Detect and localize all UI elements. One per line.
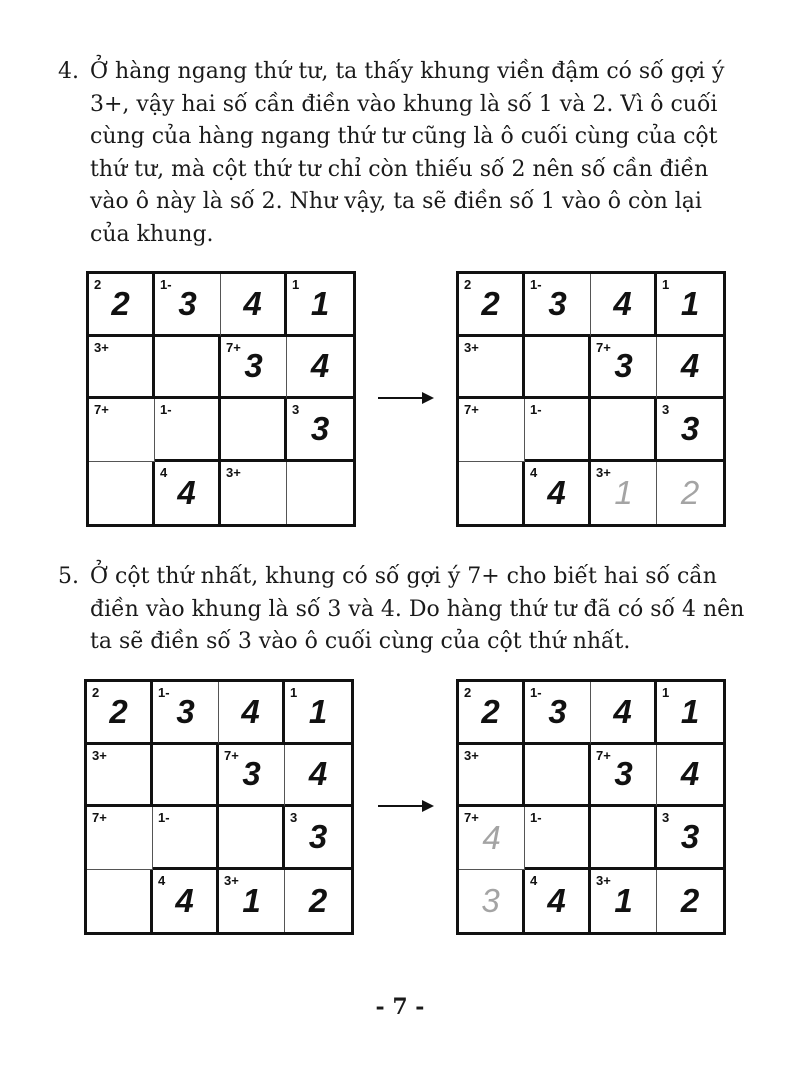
puzzle-cell [287,462,353,525]
cell-value: 4 [613,284,632,322]
puzzle-cell [219,745,285,808]
puzzle-cell [591,274,657,337]
cell-value: 4 [680,755,700,793]
cage-hint: 7+ [596,339,611,355]
puzzle-cell [525,682,591,745]
puzzle-cell [219,682,285,745]
step-5-line: Ở cột thứ nhất, khung có số gợi ý 7+ cho biết hai số cần [90,564,717,589]
puzzle-cell [525,870,591,933]
puzzle-cell [287,337,353,400]
cell-value: 4 [547,473,566,511]
step-4-line: Ở hàng ngang thứ tư, ta thấy khung viền đậm có số gợi ý [90,59,725,84]
cage-hint: 7+ [226,339,241,355]
cage-hint: 1 [292,277,300,292]
cell-value-new: 3 [481,881,500,919]
cage-hint: 3+ [464,747,479,763]
puzzle-cell [591,745,657,808]
step-4-number: 4. [58,59,79,84]
cell-value-new: 4 [482,818,501,856]
puzzle-cell [591,807,657,870]
puzzle-cell [89,337,155,400]
cage-hint: 1 [662,277,670,292]
cage-hint: 4 [530,872,538,888]
cell-value: 1 [242,881,261,919]
cage-hint: 3+ [92,747,107,763]
puzzle-cell [657,807,723,870]
cell-value: 3 [244,347,263,385]
cell-value: 3 [310,409,330,447]
step-4-line: của khung. [90,221,214,247]
puzzle-cell [525,274,591,337]
puzzle-cell [459,682,525,745]
puzzle-cell [459,337,525,400]
cage-hint: 4 [158,872,166,888]
cage-hint: 3+ [464,339,479,355]
cage-hint: 1- [158,685,170,700]
puzzle-cell [525,745,591,808]
puzzle-cell [657,870,723,933]
puzzle-cell [87,682,153,745]
cage-hint: 3+ [226,464,241,480]
puzzle-cell [657,337,723,400]
step-4-line: 3+, vậy hai số cần điền vào khung là số 1 và 2. Vì ô cuối [90,91,718,117]
cell-value: 3 [548,692,567,730]
puzzle-cell [591,337,657,400]
cage-hint: 4 [530,464,538,480]
cell-value: 3 [680,817,700,855]
cage-hint: 7+ [92,810,107,825]
puzzle-cell [285,682,351,745]
puzzle-cell [657,745,723,808]
cage-hint: 1- [160,402,172,417]
puzzle-cell [525,337,591,400]
cage-hint: 1- [530,685,542,700]
puzzle-cell [459,870,525,933]
puzzle-cell [153,745,219,808]
cage-hint: 7+ [464,402,479,417]
cage-hint: 2 [464,685,472,700]
step-5-number: 5. [58,564,79,589]
cell-value-new: 1 [614,473,633,511]
puzzle-cell [459,745,525,808]
cell-value: 3 [242,755,261,793]
cage-hint: 1 [662,685,670,700]
cell-value: 1 [680,692,700,730]
cell-value: 1 [614,881,633,919]
cage-hint: 4 [160,464,168,480]
arrow-right-icon [378,799,434,813]
puzzle-cell [87,870,153,933]
cell-value: 1 [680,284,700,322]
puzzle-cell [657,462,723,525]
step-5-line: ta sẽ điền số 3 vào ô cuối cùng của cột thứ nhất. [90,629,631,654]
puzzle-cell [459,399,525,462]
cell-value: 4 [175,881,194,919]
puzzle-cell [591,870,657,933]
puzzle-cell [89,399,155,462]
puzzle-cell [285,745,351,808]
cage-hint: 7+ [94,402,109,417]
puzzle-grid-step5-after [456,679,726,935]
cage-hint: 1- [158,810,170,825]
cell-value: 1 [310,284,330,322]
cage-hint: 3 [662,810,670,825]
page-number: - 7 - [375,994,425,1020]
cell-value-new: 2 [680,473,700,511]
cell-value: 3 [178,284,197,322]
cage-hint: 7+ [464,810,479,825]
puzzle-cell [459,274,525,337]
step-4-line: vào ô này là số 2. Như vậy, ta sẽ điền số 1 vào ô còn lại [90,189,702,214]
puzzle-cell [287,274,353,337]
puzzle-cell [153,682,219,745]
puzzle-cell [459,807,525,870]
puzzle-cell [153,870,219,933]
cage-hint: 1 [290,685,298,700]
cell-value: 2 [308,881,328,919]
puzzle-cell [285,807,351,870]
cage-hint: 3+ [596,872,611,888]
cage-hint: 1- [530,402,542,417]
puzzle-grid-step4-after [456,271,726,527]
puzzle-grid-step5-before [84,679,354,935]
cell-value: 3 [680,409,700,447]
puzzle-cell [657,682,723,745]
step-4-line: cùng của hàng ngang thứ tư cũng là ô cuối cùng của cột [90,124,718,149]
cell-value: 2 [111,284,130,322]
cell-value: 4 [243,284,262,322]
puzzle-cell [285,870,351,933]
puzzle-cell [221,462,287,525]
cell-value: 3 [176,692,195,730]
cell-value: 3 [614,755,633,793]
puzzle-cell [155,337,221,400]
cage-hint: 1- [530,810,542,825]
puzzle-cell [525,399,591,462]
puzzle-cell [87,745,153,808]
puzzle-cell [591,399,657,462]
cell-value: 2 [481,692,500,730]
cell-value: 2 [680,881,700,919]
puzzle-cell [87,807,153,870]
puzzle-cell [155,462,221,525]
cell-value: 2 [109,692,128,730]
cage-hint: 3+ [224,872,239,888]
cell-value: 3 [614,347,633,385]
cage-hint: 2 [94,277,102,292]
puzzle-cell [525,807,591,870]
cell-value: 3 [308,817,328,855]
puzzle-cell [221,399,287,462]
cage-hint: 7+ [596,747,611,763]
cage-hint: 1- [530,277,542,292]
cell-value: 4 [308,755,328,793]
puzzle-cell [219,870,285,933]
step-5-line: điền vào khung là số 3 và 4. Do hàng thứ tư đã có số 4 nên [90,596,745,622]
puzzle-cell [153,807,219,870]
cell-value: 1 [308,692,328,730]
cage-hint: 3 [290,810,298,825]
step-4-line: thứ tư, mà cột thứ tư chỉ còn thiếu số 2 nên số cần điền [90,156,709,182]
cell-value: 3 [548,284,567,322]
cell-value: 4 [241,692,260,730]
puzzle-cell [89,274,155,337]
puzzle-cell [221,337,287,400]
cage-hint: 1- [160,277,172,292]
cell-value: 4 [177,473,196,511]
puzzle-cell [287,399,353,462]
puzzle-cell [657,274,723,337]
puzzle-cell [459,462,525,525]
puzzle-cell [89,462,155,525]
cage-hint: 2 [92,685,100,700]
cage-hint: 7+ [224,747,239,763]
puzzle-grid-step4-before [86,271,356,527]
cell-value: 2 [481,284,500,322]
cage-hint: 3+ [94,339,109,355]
cage-hint: 2 [464,277,472,292]
puzzle-cell [657,399,723,462]
arrow-right-icon [378,391,434,405]
puzzle-cell [221,274,287,337]
cage-hint: 3 [662,402,670,417]
cell-value: 4 [613,692,632,730]
cell-value: 4 [680,347,700,385]
cage-hint: 3 [292,402,300,417]
puzzle-cell [591,462,657,525]
puzzle-cell [525,462,591,525]
cage-hint: 3+ [596,464,611,480]
puzzle-cell [591,682,657,745]
puzzle-cell [155,399,221,462]
puzzle-cell [219,807,285,870]
cell-value: 4 [310,347,330,385]
cell-value: 4 [547,881,566,919]
puzzle-cell [155,274,221,337]
